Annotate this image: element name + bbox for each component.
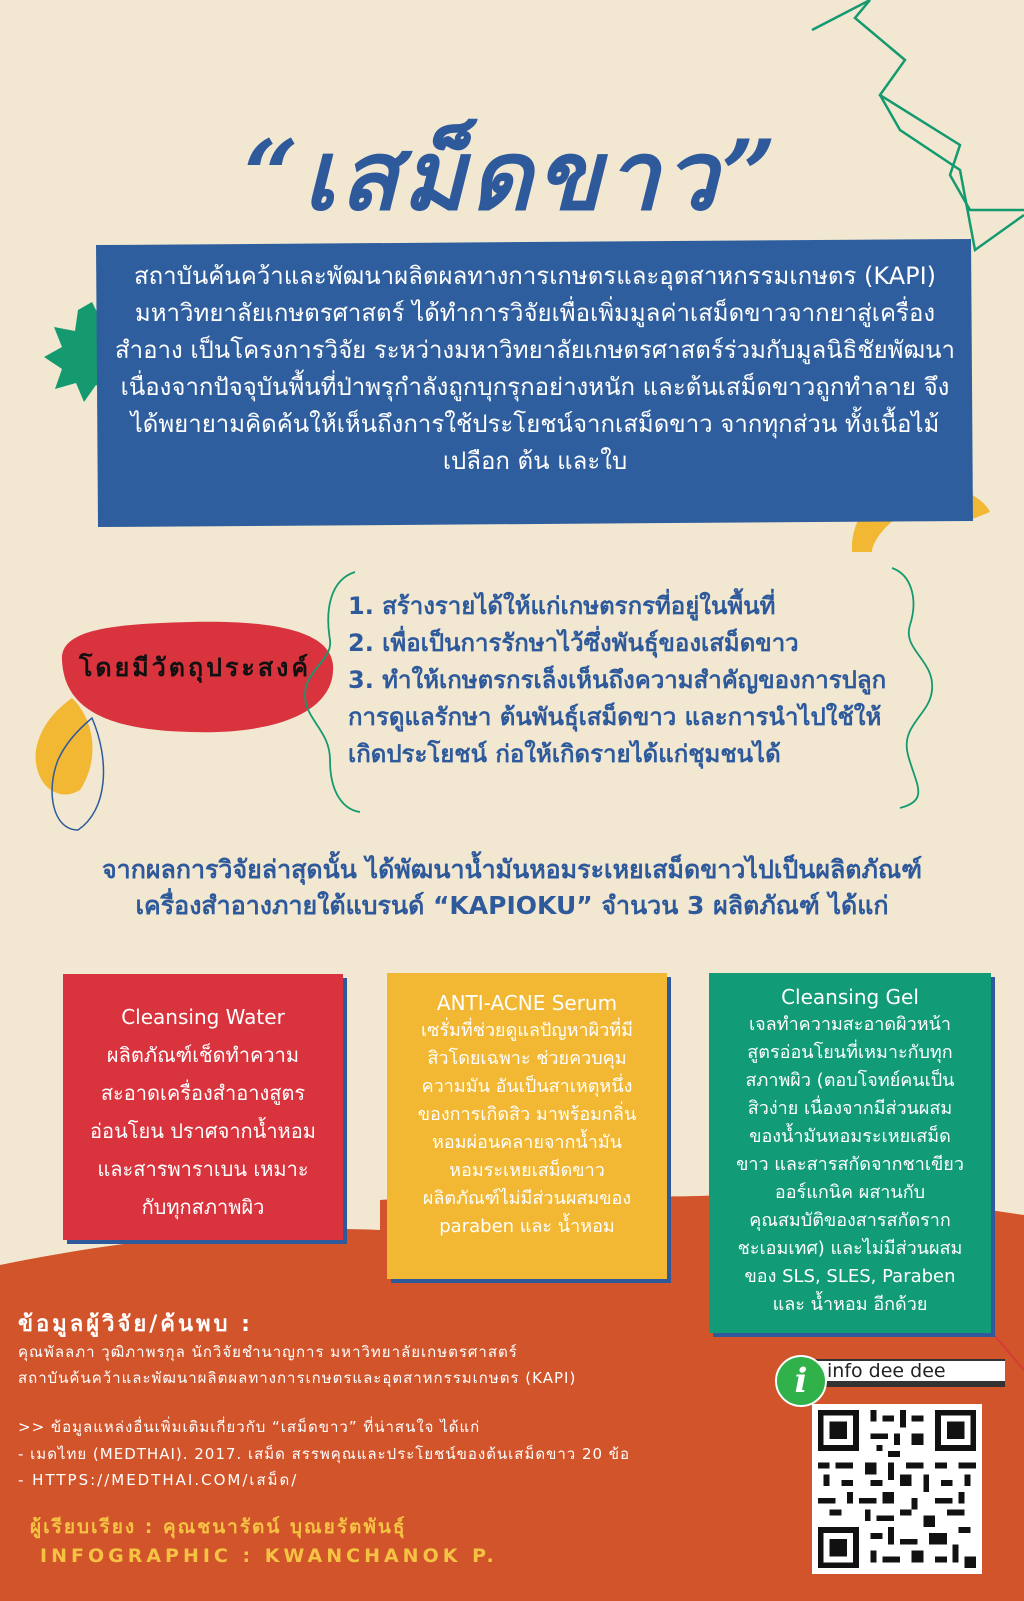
product-line: อ่อนโยน ปราศจากน้ำหอม xyxy=(90,1119,316,1143)
product-line: กับทุกสภาพผิว xyxy=(141,1195,265,1219)
product-line: คุณสมบัติของสารสกัดราก xyxy=(749,1210,951,1231)
objective-item: 1. สร้างรายได้ให้แก่เกษตรกรที่อยู่ในพื้นที่ xyxy=(348,592,776,620)
compiled-by: ผู้เรียบเรียง : คุณชนารัตน์ บุณยรัตพันธุ์ xyxy=(30,1516,407,1538)
product-description xyxy=(709,1011,991,1319)
qr-code[interactable] xyxy=(812,1404,982,1574)
product-name: Cleansing Gel xyxy=(781,985,919,1009)
infographic-credit: INFOGRAPHIC : KWANCHANOK P. xyxy=(40,1545,498,1567)
objectives-label: โดยมีวัตถุประสงค์ xyxy=(78,653,312,682)
page-title: “เสม็ดขาว” xyxy=(243,119,781,232)
product-line: สิวง่าย เนื่องจากมีส่วนผสม xyxy=(747,1098,953,1119)
product-line: และสารพาราเบน เหมาะ xyxy=(97,1157,309,1181)
product-name: ANTI-ACNE Serum xyxy=(436,991,618,1015)
objectives-list xyxy=(348,588,938,773)
product-line: หอมผ่อนคลายจากน้ำมัน xyxy=(431,1132,623,1153)
product-line: สูตรอ่อนโยนที่เหมาะกับทุก xyxy=(747,1042,953,1063)
product-description xyxy=(387,1017,667,1241)
source-heading: >> ข้อมูลแหล่งอื่นเพิ่มเติมเกี่ยวกับ “เสม็ดขาว” ที่น่าสนใจ ได้แก่ xyxy=(18,1418,481,1436)
objective-item: 2. เพื่อเป็นการรักษาไว้ซึ่งพันธุ์ของเสม็ดขาว xyxy=(348,629,799,657)
yellow-leaf-shape xyxy=(36,698,93,794)
product-line: ของน้ำมันหอมระเหยเสม็ด xyxy=(749,1126,951,1147)
product-line: สภาพผิว (ตอบโจทย์คนเป็น xyxy=(745,1070,955,1091)
product-card-cleansing-water xyxy=(63,974,343,1240)
qr-finder-bottom-left xyxy=(818,1527,859,1568)
product-line: ออร์แกนิค ผสานกับ xyxy=(774,1182,926,1203)
product-line: paraben และ น้ำหอม xyxy=(439,1216,615,1237)
badge-label: info dee dee xyxy=(815,1359,1005,1387)
product-name: Cleansing Water xyxy=(121,1005,285,1029)
researcher-heading: ข้อมูลผู้วิจัย/ค้นพบ : xyxy=(18,1312,253,1337)
intro-paragraph: สถาบันค้นคว้าและพัฒนาผลิตผลทางการเกษตรและอุตสาหกรรมเกษตร (KAPI) มหาวิทยาลัยเกษตรศาสตร์ ได้ทำการวิจัยเพื่อเพิ่มมูลค่าเสม็ดขาวจากยาสู่เครื่องสำอาง เป็นโครงการวิจัย ระหว่างมหาวิทยาลัยเกษตรศาสตร์ร่วมกับมูลนิธิชัยพัฒนา เนื่องจากปัจจุบันพื้นที่ป่าพรุกำลังถูกบุกรุกอย่างหนัก และต้นเสม็ดขาวถูกทำลาย จึงได้พยายามคิดค้นให้เห็นถึงการใช้ประโยชน์จากเสม็ดขาว จากทุกส่วน ทั้งเนื้อไม้ เปลือก ต้น และใบ xyxy=(114,262,956,475)
source-reference: - เมดไทย (MEDTHAI). 2017. เสม็ด สรรพคุณและประโยชน์ของต้นเสม็ดขาว 20 ข้อ xyxy=(18,1445,631,1463)
product-line: ความมัน อันเป็นสาเหตุหนึ่ง xyxy=(421,1076,633,1097)
product-line: หอมระเหยเสม็ดขาว xyxy=(449,1160,605,1181)
product-line: เซรั่มที่ช่วยดูแลปัญหาผิวที่มี xyxy=(420,1020,634,1041)
product-line: ของการเกิดสิว มาพร้อมกลิ่น xyxy=(417,1104,637,1125)
info-dee-dee-badge xyxy=(775,1355,1010,1405)
product-card-anti-acne-serum xyxy=(387,973,667,1279)
source-url: - HTTPS://MEDTHAI.COM/เสม็ด/ xyxy=(18,1471,299,1489)
objective-item-continued: เกิดประโยชน์ ก่อให้เกิดรายได้แก่ชุมชนได้ xyxy=(348,740,781,768)
product-line: ของ SLS, SLES, Paraben xyxy=(744,1266,956,1287)
product-line: และ น้ำหอม อีกด้วย xyxy=(772,1294,928,1315)
product-line: ขาว และสารสกัดจากชาเขียว xyxy=(736,1154,964,1175)
qr-finder-top-left xyxy=(818,1410,859,1451)
objective-item-continued: การดูแลรักษา ต้นพันธุ์เสม็ดขาว และการนำไปใช้ให้ xyxy=(348,703,882,731)
result-line: จากผลการวิจัยล่าสุดนั้น ได้พัฒนาน้ำมันหอมระเหยเสม็ดขาวไปเป็นผลิตภัณฑ์ xyxy=(102,855,922,884)
product-description xyxy=(63,1036,343,1226)
product-line: สะอาดเครื่องสำอางสูตร xyxy=(100,1081,306,1105)
objective-item: 3. ทำให้เกษตรกรเล็งเห็นถึงความสำคัญของการปลูก xyxy=(348,666,887,694)
product-line: ผลิตภัณฑ์ไม่มีส่วนผสมของ xyxy=(422,1188,632,1209)
product-card-cleansing-gel xyxy=(709,973,991,1333)
researcher-name: คุณพัลลภา วุฒิภาพรกุล นักวิจัยชำนาญการ มหาวิทยาลัยเกษตรศาสตร์ xyxy=(18,1343,518,1361)
result-line: เครื่องสำอางภายใต้แบรนด์ “KAPIOKU” จำนวน 3 ผลิตภัณฑ์ ได้แก่ xyxy=(135,891,889,920)
qr-finder-top-right xyxy=(935,1410,976,1451)
info-icon: i xyxy=(775,1355,827,1407)
product-line: ผลิตภัณฑ์เช็ดทำความ xyxy=(106,1043,300,1067)
result-statement xyxy=(40,852,984,924)
researcher-institute: สถาบันค้นคว้าและพัฒนาผลิตผลทางการเกษตรและอุตสาหกรรมเกษตร (KAPI) xyxy=(18,1369,577,1387)
product-line: ชะเอมเทศ) และไม่มีส่วนผสม xyxy=(737,1238,963,1259)
product-line: เจลทำความสะอาดผิวหน้า xyxy=(748,1014,952,1035)
product-line: สิวโดยเฉพาะ ช่วยควบคุม xyxy=(427,1048,627,1069)
